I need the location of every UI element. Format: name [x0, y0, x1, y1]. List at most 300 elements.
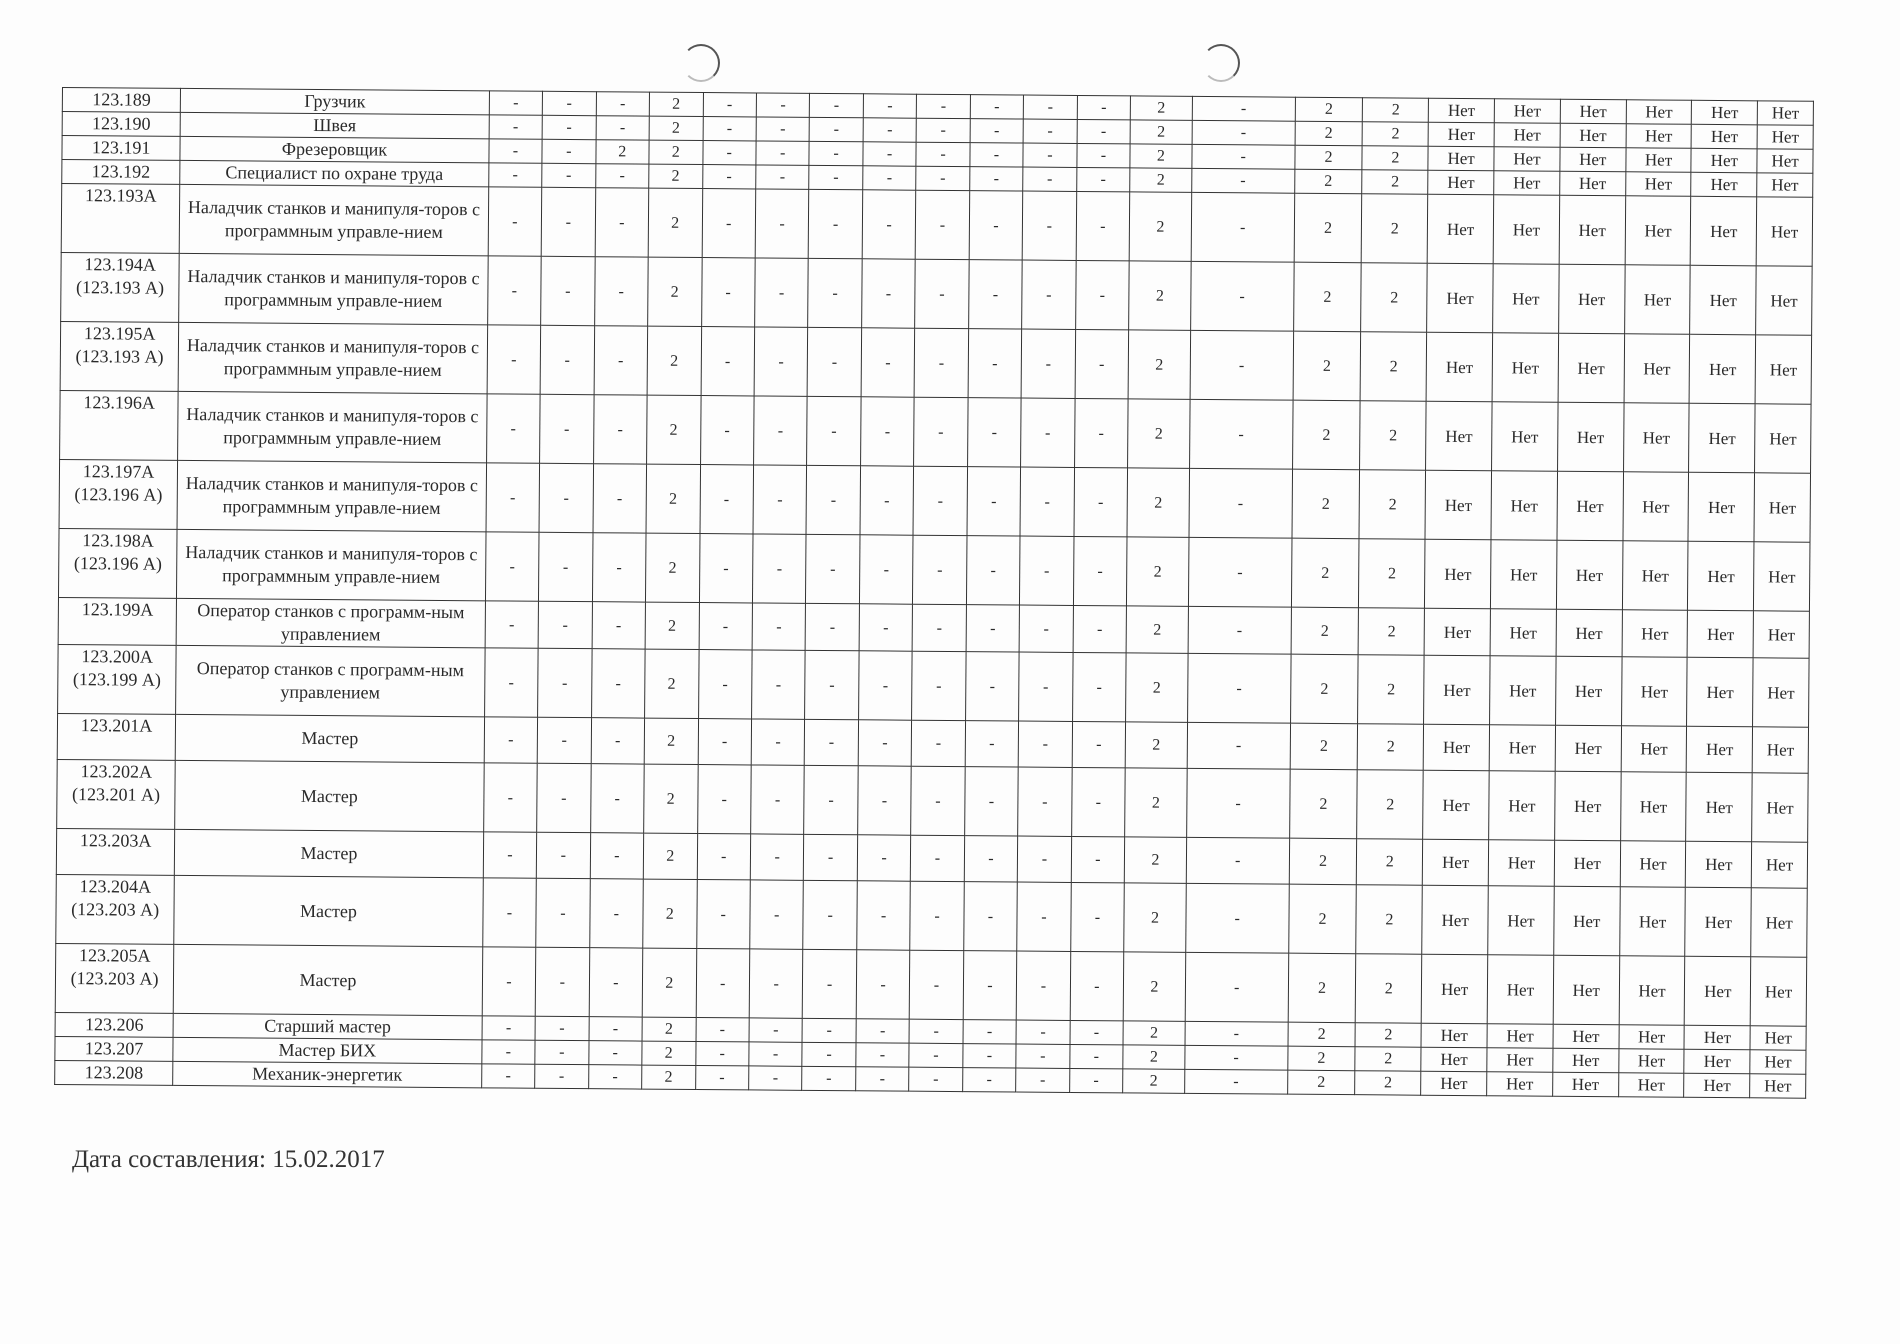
cell-code: 123.192: [62, 160, 180, 185]
cell-value: Нет: [1687, 726, 1753, 773]
cell-value: -: [696, 880, 750, 949]
cell-value: Нет: [1625, 196, 1691, 266]
cell-value: 2: [644, 718, 698, 764]
cell-value: -: [1074, 467, 1128, 536]
cell-value: -: [755, 258, 809, 327]
cell-value: -: [970, 143, 1024, 167]
cell-value: -: [1069, 1068, 1123, 1092]
cell-value: Нет: [1494, 147, 1560, 172]
cell-value: -: [752, 534, 806, 603]
cell-value: Нет: [1557, 402, 1623, 472]
cell-value: Нет: [1692, 100, 1758, 125]
cell-value: -: [702, 141, 756, 165]
cell-value: Нет: [1756, 266, 1812, 335]
cell-value: -: [484, 717, 538, 763]
cell-value: Нет: [1619, 887, 1685, 957]
cell-value: -: [1191, 192, 1294, 262]
cell-value: -: [1018, 767, 1072, 836]
cell-value: -: [698, 650, 752, 719]
cell-value: -: [1074, 398, 1128, 467]
cell-value: Нет: [1623, 472, 1689, 542]
cell-value: -: [591, 718, 645, 764]
cell-value: Нет: [1555, 771, 1621, 841]
cell-value: -: [537, 763, 591, 832]
cell-value: -: [1185, 952, 1288, 1022]
cell-value: Нет: [1553, 1024, 1619, 1049]
cell-value: -: [542, 115, 596, 139]
cell-value: -: [856, 950, 910, 1019]
cell-value: -: [1188, 606, 1291, 654]
cell-value: Нет: [1494, 123, 1560, 148]
cell-value: Нет: [1690, 265, 1756, 335]
cell-value: 2: [649, 116, 703, 140]
cell-value: Нет: [1552, 1072, 1618, 1097]
cell-value: Нет: [1429, 98, 1495, 123]
cell-value: -: [481, 1064, 535, 1088]
cell-value: -: [487, 256, 541, 325]
cell-value: -: [536, 832, 590, 878]
cell-value: -: [488, 187, 542, 256]
cell-value: Нет: [1487, 1072, 1553, 1097]
cell-value: -: [804, 834, 858, 880]
cell-value: 2: [1130, 168, 1192, 192]
cell-value: Нет: [1619, 956, 1685, 1026]
cell-value: 2: [1294, 169, 1362, 194]
cell-value: -: [1189, 468, 1292, 538]
cell-value: -: [482, 947, 536, 1016]
cell-value: -: [1073, 536, 1127, 605]
cell-value: -: [913, 466, 967, 535]
cell-value: Нет: [1750, 1074, 1806, 1098]
cell-value: -: [754, 327, 808, 396]
cell-value: Нет: [1686, 772, 1752, 842]
cell-value: -: [754, 396, 808, 465]
cell-value: 2: [648, 257, 702, 326]
cell-value: Нет: [1620, 841, 1686, 888]
cell-value: -: [1076, 167, 1130, 191]
cell-value: -: [863, 142, 917, 166]
cell-value: -: [542, 139, 596, 163]
cell-code: 123.201А: [57, 713, 176, 760]
cell-value: Нет: [1421, 954, 1487, 1024]
cell-value: Нет: [1691, 148, 1757, 173]
cell-value: 2: [649, 140, 703, 164]
cell-code: 123.208: [55, 1060, 173, 1085]
cell-value: -: [863, 118, 917, 142]
cell-value: 2: [1358, 724, 1424, 771]
cell-value: -: [535, 947, 589, 1016]
cell-value: 2: [1359, 470, 1425, 540]
cell-value: Нет: [1757, 149, 1813, 173]
cell-code: 123.195А (123.193 А): [60, 321, 179, 391]
cell-value: -: [591, 649, 645, 718]
cell-value: -: [967, 398, 1021, 467]
cell-value: Нет: [1618, 1049, 1684, 1074]
cell-value: Нет: [1553, 1048, 1619, 1073]
cell-value: Нет: [1492, 333, 1558, 403]
cell-value: -: [592, 533, 646, 602]
cell-value: Нет: [1553, 955, 1619, 1025]
cell-value: Нет: [1756, 197, 1812, 266]
cell-code: 123.197А (123.196 А): [59, 459, 178, 529]
cell-value: -: [966, 536, 1020, 605]
cell-value: 2: [1126, 653, 1188, 722]
cell-value: -: [1072, 721, 1126, 767]
cell-value: Нет: [1491, 540, 1557, 610]
cell-value: 2: [1292, 469, 1360, 539]
cell-position-name: Мастер БИХ: [173, 1037, 482, 1063]
cell-code: 123.191: [62, 136, 180, 161]
cell-value: -: [594, 326, 648, 395]
cell-value: Нет: [1685, 887, 1751, 957]
cell-value: Нет: [1622, 610, 1688, 658]
cell-value: 2: [648, 188, 702, 257]
cell-value: 2: [1357, 839, 1423, 886]
cell-value: 2: [1361, 263, 1427, 333]
cell-value: -: [916, 118, 970, 142]
cell-value: Нет: [1491, 471, 1557, 541]
cell-value: -: [857, 835, 911, 881]
cell-value: -: [536, 878, 590, 947]
cell-value: 2: [1363, 122, 1429, 147]
cell-value: Нет: [1560, 99, 1626, 124]
cell-value: -: [488, 163, 542, 187]
cell-value: -: [482, 1016, 536, 1040]
cell-value: -: [592, 602, 646, 649]
cell-value: -: [702, 165, 756, 189]
cell-value: -: [751, 765, 805, 834]
cell-value: Нет: [1688, 610, 1754, 658]
cell-value: -: [1023, 143, 1077, 167]
cell-value: 2: [1294, 193, 1362, 263]
cell-value: Нет: [1751, 888, 1807, 957]
cell-position-name: Швея: [180, 112, 489, 138]
cell-value: -: [1075, 329, 1129, 398]
cell-value: 2: [1123, 1021, 1185, 1045]
cell-value: -: [749, 1018, 803, 1042]
cell-value: Нет: [1423, 839, 1489, 886]
cell-value: -: [969, 191, 1023, 260]
cell-value: 2: [1287, 1070, 1355, 1095]
cell-value: Нет: [1758, 101, 1814, 125]
cell-value: Нет: [1684, 1049, 1750, 1074]
cell-position-name: Наладчик станков и манипуля-торов с программным управле-нием: [177, 529, 486, 600]
cell-value: -: [482, 878, 536, 947]
cell-position-name: Мастер: [175, 760, 484, 831]
cell-code: 123.204А (123.203 А): [56, 874, 175, 944]
cell-value: -: [483, 832, 537, 878]
cell-value: -: [1075, 260, 1129, 329]
cell-value: -: [588, 1065, 642, 1089]
cell-value: Нет: [1493, 264, 1559, 334]
cell-value: -: [695, 1042, 749, 1066]
cell-value: -: [538, 648, 592, 717]
cell-value: -: [1016, 1044, 1070, 1068]
cell-value: -: [589, 1017, 643, 1041]
cell-value: 2: [1292, 400, 1360, 470]
cell-value: -: [1018, 721, 1072, 767]
cell-value: -: [539, 463, 593, 532]
cell-value: -: [489, 91, 543, 115]
cell-code: 123.207: [55, 1036, 173, 1061]
cell-value: -: [702, 189, 756, 258]
cell-value: -: [910, 950, 964, 1019]
cell-value: -: [756, 141, 810, 165]
cell-value: Нет: [1426, 401, 1492, 471]
cell-value: -: [535, 1040, 589, 1064]
cell-value: -: [810, 117, 864, 141]
cell-value: 2: [1355, 1047, 1421, 1072]
cell-value: -: [858, 651, 912, 720]
cell-value: -: [1020, 536, 1074, 605]
cell-position-name: Наладчик станков и манипуля-торов с программным управле-нием: [178, 322, 487, 393]
cell-value: 2: [1124, 883, 1186, 952]
cell-value: Нет: [1427, 263, 1493, 333]
cell-value: -: [541, 256, 595, 325]
cell-value: -: [914, 397, 968, 466]
cell-value: Нет: [1757, 125, 1813, 149]
cell-value: -: [485, 601, 539, 648]
cell-value: 2: [1293, 331, 1361, 401]
cell-value: Нет: [1558, 333, 1624, 403]
cell-value: Нет: [1621, 726, 1687, 773]
cell-value: 2: [649, 92, 703, 116]
cell-value: -: [861, 328, 915, 397]
cell-value: -: [965, 721, 1019, 767]
cell-value: -: [1070, 882, 1124, 951]
cell-value: 2: [1355, 1023, 1421, 1048]
cell-value: -: [696, 1018, 750, 1042]
table-body: [55, 88, 1814, 1099]
cell-value: 2: [1362, 194, 1428, 264]
cell-value: -: [596, 116, 650, 140]
cell-value: 2: [1359, 608, 1425, 656]
cell-value: -: [862, 190, 916, 259]
cell-position-name: Старший мастер: [173, 1013, 482, 1039]
cell-value: Нет: [1489, 771, 1555, 841]
cell-code: 123.193А: [61, 184, 180, 254]
cell-value: -: [914, 328, 968, 397]
cell-value: Нет: [1755, 404, 1811, 473]
cell-value: Нет: [1493, 195, 1559, 265]
cell-code: 123.190: [62, 112, 180, 137]
cell-value: Нет: [1625, 172, 1691, 197]
cell-value: 2: [1129, 192, 1191, 261]
cell-value: 2: [643, 879, 697, 948]
cell-value: 2: [1123, 952, 1185, 1021]
cell-value: -: [1076, 191, 1130, 260]
cell-value: Нет: [1487, 955, 1553, 1025]
cell-value: -: [541, 187, 595, 256]
cell-value: -: [486, 394, 540, 463]
cell-value: Нет: [1494, 99, 1560, 124]
cell-value: -: [1016, 1068, 1070, 1092]
cell-value: -: [912, 651, 966, 720]
cell-code: 123.206: [55, 1012, 173, 1037]
cell-value: -: [486, 463, 540, 532]
cell-value: Нет: [1621, 657, 1687, 727]
cell-value: Нет: [1750, 1026, 1806, 1050]
cell-value: -: [1188, 537, 1291, 607]
cell-value: Нет: [1558, 264, 1624, 334]
cell-value: -: [1189, 399, 1292, 469]
cell-value: Нет: [1684, 1073, 1750, 1098]
cell-value: -: [861, 259, 915, 328]
cell-value: -: [969, 167, 1023, 191]
cell-value: -: [703, 117, 757, 141]
cell-value: 2: [647, 326, 701, 395]
cell-value: -: [909, 1067, 963, 1091]
cell-value: -: [703, 93, 757, 117]
cell-value: -: [595, 188, 649, 257]
cell-value: Нет: [1623, 403, 1689, 473]
cell-value: Нет: [1757, 173, 1813, 197]
cell-value: -: [1021, 329, 1075, 398]
cell-value: -: [1077, 95, 1131, 119]
cell-value: 2: [646, 533, 700, 602]
cell-value: -: [858, 766, 912, 835]
cell-value: -: [538, 601, 592, 648]
cell-value: -: [540, 394, 594, 463]
cell-value: 2: [1125, 722, 1187, 768]
cell-value: -: [590, 764, 644, 833]
cell-value: Нет: [1560, 147, 1626, 172]
cell-value: 2: [644, 764, 698, 833]
cell-value: Нет: [1421, 1071, 1487, 1096]
cell-value: -: [484, 648, 538, 717]
cell-value: -: [966, 605, 1020, 652]
cell-value: Нет: [1494, 171, 1560, 196]
cell-value: -: [1017, 882, 1071, 951]
cell-code: 123.196А: [60, 390, 179, 460]
cell-value: -: [750, 880, 804, 949]
punch-hole-mark: [682, 44, 720, 82]
cell-code: 123.198А (123.196 А): [58, 528, 177, 598]
compilation-date: Дата составления: 15.02.2017: [72, 1146, 385, 1173]
cell-value: -: [964, 767, 1018, 836]
cell-value: 2: [1130, 96, 1192, 120]
cell-value: -: [963, 1020, 1017, 1044]
cell-position-name: Мастер: [175, 714, 484, 762]
cell-value: -: [1184, 1069, 1287, 1094]
cell-value: -: [696, 949, 750, 1018]
cell-position-name: Специалист по охране труда: [180, 160, 489, 186]
cell-value: 2: [1130, 120, 1192, 144]
cell-value: -: [857, 881, 911, 950]
cell-value: -: [1190, 330, 1293, 400]
cell-value: -: [489, 139, 543, 163]
cell-value: -: [483, 763, 537, 832]
cell-value: Нет: [1618, 1073, 1684, 1098]
cell-value: Нет: [1687, 657, 1753, 727]
cell-value: -: [911, 835, 965, 881]
cell-value: Нет: [1560, 123, 1626, 148]
cell-value: -: [963, 951, 1017, 1020]
cell-value: Нет: [1428, 170, 1494, 195]
cell-value: Нет: [1626, 148, 1692, 173]
cell-value: -: [588, 1041, 642, 1065]
cell-value: Нет: [1755, 335, 1811, 404]
cell-value: -: [858, 720, 912, 766]
cell-value: -: [751, 719, 805, 765]
cell-value: Нет: [1753, 658, 1809, 727]
cell-value: -: [698, 719, 752, 765]
cell-value: -: [539, 532, 593, 601]
cell-value: 2: [1361, 332, 1427, 402]
cell-value: -: [593, 464, 647, 533]
cell-value: 2: [1129, 261, 1191, 330]
cell-value: -: [856, 1067, 910, 1091]
cell-value: -: [1185, 1021, 1288, 1046]
cell-value: -: [596, 92, 650, 116]
cell-value: Нет: [1753, 611, 1809, 658]
cell-position-name: Наладчик станков и манипуля-торов с программным управле-нием: [179, 253, 488, 324]
cell-value: 2: [647, 395, 701, 464]
cell-value: -: [1023, 167, 1077, 191]
cell-value: Нет: [1688, 541, 1754, 611]
cell-value: -: [807, 396, 861, 465]
cell-value: -: [752, 603, 806, 650]
cell-value: -: [806, 534, 860, 603]
cell-value: Нет: [1752, 727, 1808, 773]
cell-value: -: [856, 1019, 910, 1043]
cell-value: 2: [1289, 769, 1357, 839]
cell-value: 2: [642, 1041, 696, 1065]
cell-value: 2: [642, 1065, 696, 1089]
cell-value: -: [1071, 836, 1125, 882]
cell-value: -: [1020, 467, 1074, 536]
cell-value: Нет: [1620, 772, 1686, 842]
cell-value: 2: [1355, 1071, 1421, 1096]
cell-value: 2: [1358, 655, 1424, 725]
cell-value: 2: [1124, 837, 1186, 883]
cell-value: -: [909, 1043, 963, 1067]
cell-value: -: [590, 833, 644, 879]
cell-value: 2: [596, 140, 650, 164]
cell-value: -: [1069, 1044, 1123, 1068]
cell-position-name: Фрезеровщик: [180, 136, 489, 162]
cell-value: Нет: [1754, 473, 1810, 542]
cell-value: -: [1070, 1020, 1124, 1044]
cell-value: -: [1019, 652, 1073, 721]
cell-value: 2: [1290, 654, 1358, 724]
cell-value: -: [1070, 951, 1124, 1020]
cell-value: Нет: [1424, 655, 1490, 725]
cell-value: 2: [1288, 953, 1356, 1023]
cell-code: 123.205А (123.203 А): [55, 943, 174, 1013]
cell-position-name: Мастер: [174, 875, 483, 946]
cell-value: -: [1016, 951, 1070, 1020]
working-conditions-table: [54, 87, 1814, 1099]
cell-value: -: [863, 94, 917, 118]
cell-value: -: [968, 260, 1022, 329]
cell-value: -: [804, 765, 858, 834]
cell-value: 2: [1362, 146, 1428, 171]
cell-value: Нет: [1554, 886, 1620, 956]
cell-value: -: [489, 115, 543, 139]
cell-value: Нет: [1560, 171, 1626, 196]
cell-value: 2: [1356, 885, 1422, 955]
cell-value: -: [965, 652, 1019, 721]
cell-value: 2: [1125, 768, 1187, 837]
cell-code: 123.194А (123.193 А): [61, 252, 180, 322]
cell-code: 123.199А: [58, 597, 177, 645]
cell-value: Нет: [1556, 609, 1622, 657]
cell-value: Нет: [1487, 1024, 1553, 1049]
cell-value: Нет: [1488, 886, 1554, 956]
cell-value: Нет: [1556, 540, 1622, 610]
cell-value: Нет: [1622, 541, 1688, 611]
